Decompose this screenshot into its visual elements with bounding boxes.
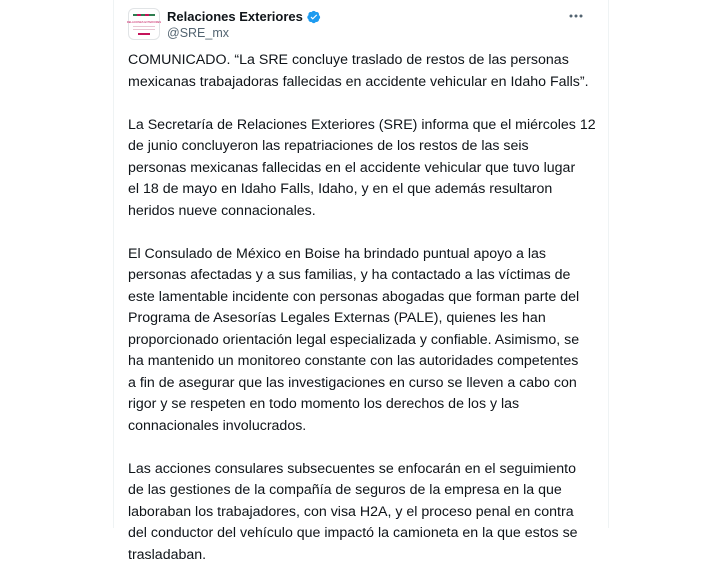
- verified-badge-icon: [307, 10, 321, 24]
- display-name[interactable]: Relaciones Exteriores: [167, 9, 303, 24]
- tweet-card[interactable]: [113, 0, 609, 563]
- tweet-paragraph: El Consulado de México en Boise ha brindado puntual apoyo a las personas afectadas y a sus familias, y ha contactado a las víctimas de este lamentable incidente con personas abogadas que forman parte del Programa de Asesorías Legales Externas (PALE), quienes les han proporcionado orientación legal especializada y confiable. Asimismo, se ha mantenido un monitoreo constante con las autoridades competentes a fin de asegurar que las investigaciones en curso se lleven a cabo con rigor y se respeten en todo momento los derechos de los y las connacionales involucrados.: [128, 245, 580, 434]
- avatar[interactable]: [128, 8, 160, 40]
- tweet-text: [128, 50, 598, 588]
- avatar-logo-text: RELACIONES EXTERIORES: [126, 21, 162, 24]
- tweet-paragraph: Las acciones consulares subsecuentes se enfocarán en el seguimiento de las gestiones de la compañía de seguros de la empresa en la que laboraban los trabajadores, con visa H2A, y el proceso penal en contra del conductor del vehículo que impactó la camioneta en la que estos se trasladaban.: [128, 460, 578, 563]
- author-row: [167, 9, 321, 24]
- more-options-icon[interactable]: [566, 8, 586, 24]
- handle[interactable]: @SRE_mx: [167, 26, 230, 40]
- tweet-paragraph: COMUNICADO. “La SRE concluye traslado de restos de las personas mexicanas trabajadoras fallecidas en accidente vehicular en Idaho Falls”.: [128, 52, 589, 90]
- sre-logo-icon: [126, 9, 162, 39]
- tweet-paragraph: La Secretaría de Relaciones Exteriores (SRE) informa que el miércoles 12 de junio concluyeron las repatriaciones de los restos de las seis personas mexicanas fallecidas en el accidente vehicular que tuvo lugar el 18 de mayo en Idaho Falls, Idaho, y en el que además resultaron heridos nueve connacionales.: [128, 116, 596, 219]
